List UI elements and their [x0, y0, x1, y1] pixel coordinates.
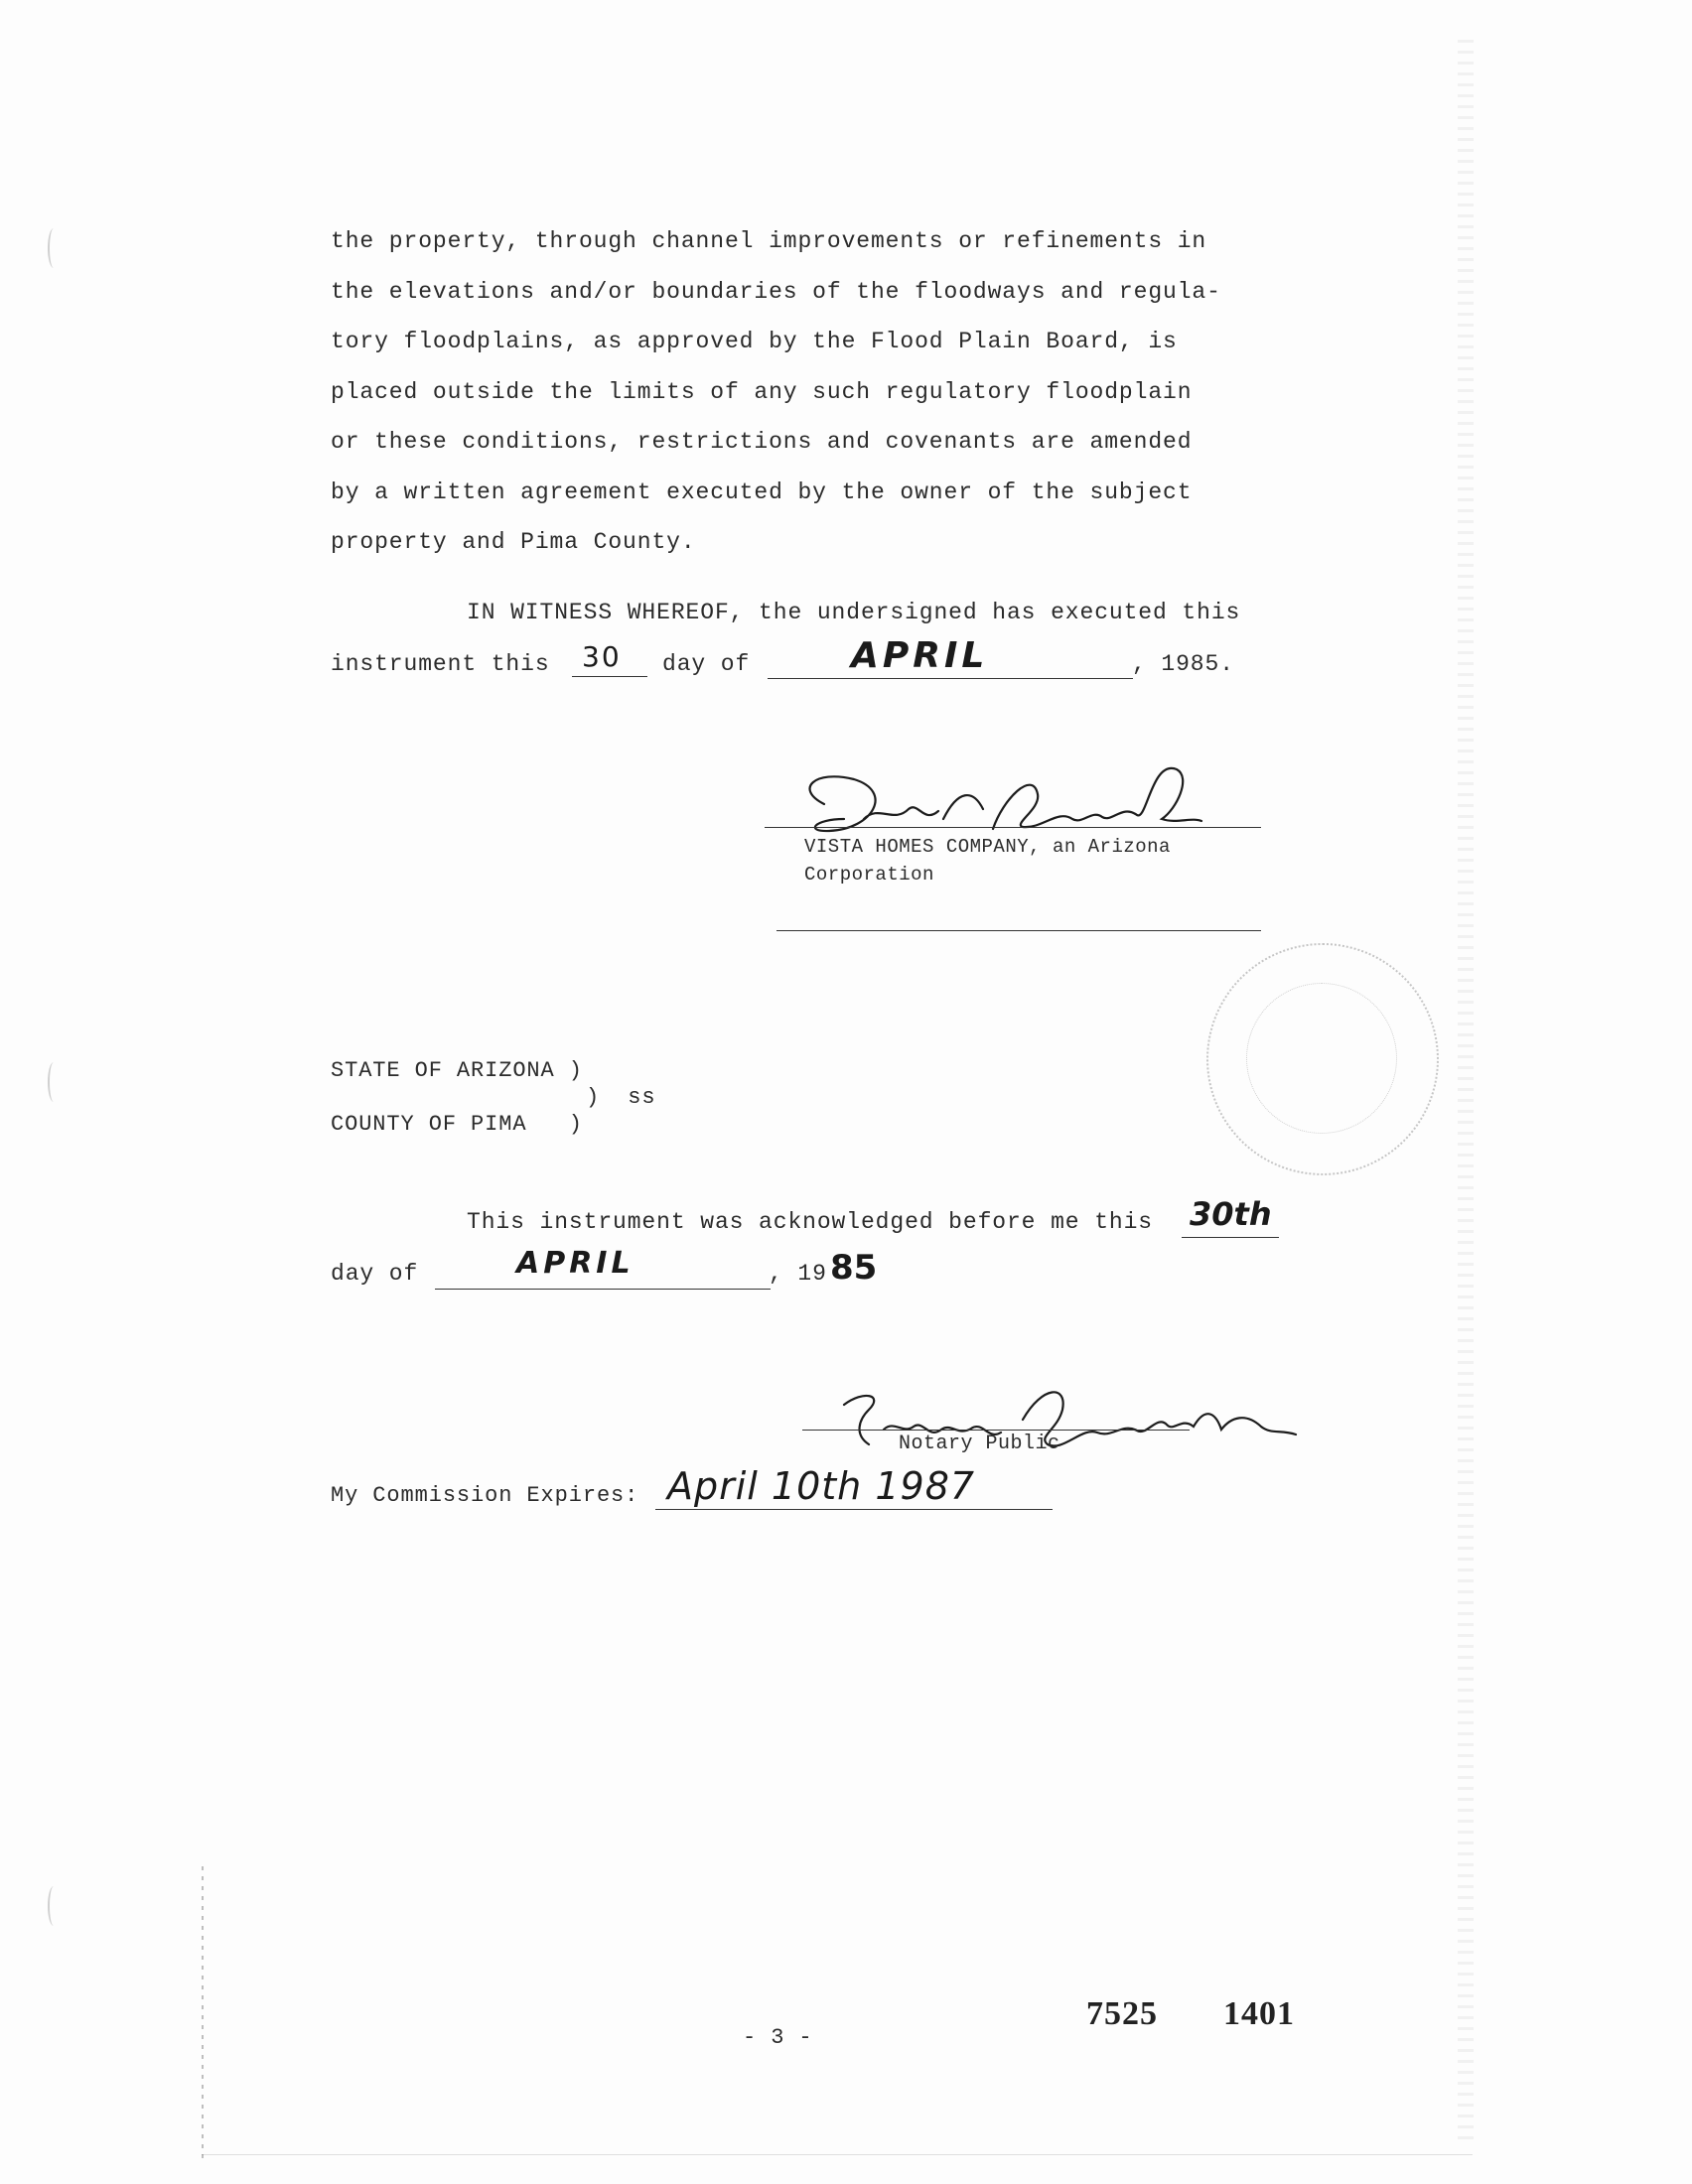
paragraph-line: or these conditions, restrictions and covenants are amended: [331, 429, 1193, 455]
acknowledgment-month-blank: [435, 1289, 771, 1290]
notary-seal-inner-ring: [1246, 983, 1397, 1134]
acknowledgment-year-prefix: , 19: [769, 1261, 827, 1287]
venue-ss: ) ss: [586, 1085, 656, 1110]
venue-state: STATE OF ARIZONA ): [331, 1058, 583, 1083]
witness-month-handwritten: APRIL: [851, 635, 989, 676]
commission-label: My Commission Expires:: [331, 1483, 639, 1508]
binder-hole-mark: [48, 1886, 60, 1926]
scan-bottom-edge: [202, 2154, 1473, 2155]
commission-date-handwritten: April 10th 1987: [667, 1464, 976, 1508]
document-number-book: 7525: [1086, 1995, 1158, 2032]
covenant-paragraph: [331, 216, 1254, 568]
witness-day-handwritten: 30: [582, 640, 622, 673]
acknowledgment-month-handwritten: APRIL: [516, 1246, 634, 1281]
witness-clause-line: IN WITNESS WHEREOF, the undersigned has executed this: [467, 600, 1241, 625]
witness-day-blank: [572, 676, 647, 677]
witness-year: , 1985.: [1132, 651, 1234, 677]
acknowledgment-year-handwritten: 85: [830, 1248, 878, 1288]
notary-signature-line: [802, 1430, 1190, 1431]
company-signature: [784, 750, 1231, 849]
company-type: Corporation: [804, 864, 934, 886]
scan-margin-artifact: [202, 1866, 204, 2164]
acknowledgment-day-handwritten: 30th: [1190, 1195, 1272, 1233]
commission-blank: [655, 1509, 1053, 1510]
paragraph-line: the property, through channel improvements or refinements in: [331, 228, 1207, 254]
second-signature-line: [776, 930, 1261, 931]
scan-edge-artifact: [1458, 40, 1474, 2144]
paragraph-line: the elevations and/or boundaries of the floodways and regula-: [331, 278, 1221, 305]
company-signature-line: [765, 827, 1261, 828]
paragraph-line: property and Pima County.: [331, 529, 696, 555]
document-number-page: 1401: [1223, 1995, 1295, 2032]
binder-hole-mark: [48, 228, 60, 268]
witness-day-label: day of: [662, 651, 751, 677]
company-name: VISTA HOMES COMPANY, an Arizona: [804, 836, 1171, 858]
acknowledgment-line: This instrument was acknowledged before me this: [467, 1209, 1154, 1235]
acknowledgment-day-blank: [1182, 1237, 1279, 1238]
venue-county: COUNTY OF PIMA ): [331, 1112, 583, 1137]
paragraph-line: tory floodplains, as approved by the Flood Plain Board, is: [331, 329, 1178, 354]
witness-month-blank: [768, 678, 1133, 679]
acknowledgment-day-label: day of: [331, 1261, 419, 1287]
page-number: - 3 -: [743, 2025, 813, 2050]
paragraph-line: placed outside the limits of any such regulatory floodplain: [331, 378, 1193, 405]
witness-prefix: instrument this: [331, 651, 550, 677]
paragraph-line: by a written agreement executed by the owner of the subject: [331, 478, 1193, 505]
notary-title: Notary Public: [899, 1433, 1060, 1455]
binder-hole-mark: [48, 1062, 60, 1102]
